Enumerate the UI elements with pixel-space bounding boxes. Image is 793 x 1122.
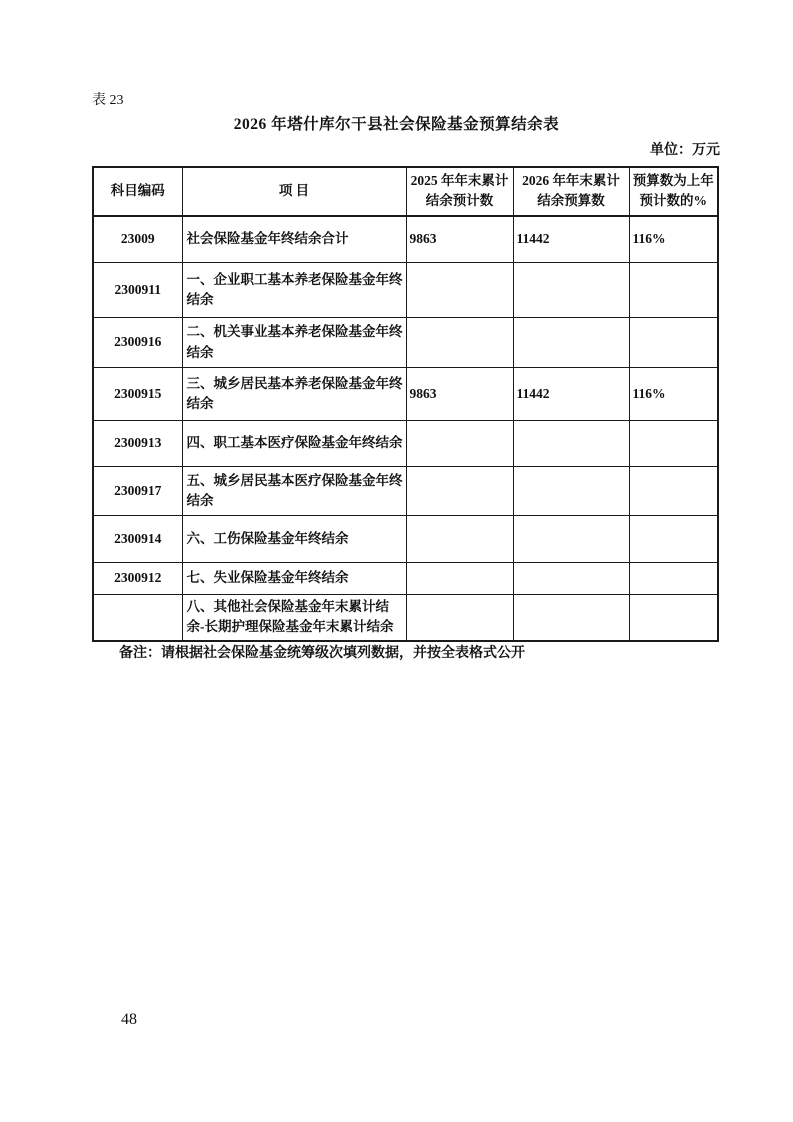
budget-balance-table	[92, 166, 719, 642]
cell-percent-value: 116%	[629, 368, 718, 421]
cell-2026-value	[513, 421, 629, 467]
cell-item: 八、其他社会保险基金年末累计结余-长期护理保险基金年末累计结余	[182, 595, 406, 641]
cell-2026-value: 11442	[513, 216, 629, 263]
unit-label: 单位：万元	[650, 143, 720, 158]
cell-code: 2300914	[93, 516, 182, 563]
cell-percent-value	[629, 516, 718, 563]
cell-percent-value	[629, 467, 718, 516]
header-2025-balance: 2025 年年末累计结余预计数	[406, 167, 513, 216]
cell-item: 一、企业职工基本养老保险基金年终结余	[182, 263, 406, 318]
cell-percent-value	[629, 318, 718, 368]
cell-code	[93, 595, 182, 641]
cell-code: 23009	[93, 216, 182, 263]
cell-2026-value	[513, 467, 629, 516]
header-2026-balance: 2026 年年末累计结余预算数	[513, 167, 629, 216]
cell-item: 五、城乡居民基本医疗保险基金年终结余	[182, 467, 406, 516]
table-row	[93, 563, 718, 595]
cell-percent-value: 116%	[629, 216, 718, 263]
header-percent: 预算数为上年预计数的%	[629, 167, 718, 216]
cell-item: 六、工伤保险基金年终结余	[182, 516, 406, 563]
table-row	[93, 368, 718, 421]
header-item: 项 目	[182, 167, 406, 216]
cell-item: 社会保险基金年终结余合计	[182, 216, 406, 263]
cell-percent-value	[629, 263, 718, 318]
header-subject-code: 科目编码	[93, 167, 182, 216]
table-row	[93, 216, 718, 263]
cell-2025-value	[406, 421, 513, 467]
cell-2026-value	[513, 563, 629, 595]
table-row	[93, 263, 718, 318]
table-row	[93, 467, 718, 516]
cell-code: 2300913	[93, 421, 182, 467]
table-row	[93, 595, 718, 641]
cell-code: 2300917	[93, 467, 182, 516]
cell-2026-value	[513, 318, 629, 368]
page-number: 48	[121, 1011, 137, 1028]
cell-percent-value	[629, 563, 718, 595]
cell-2025-value	[406, 263, 513, 318]
cell-percent-value	[629, 595, 718, 641]
cell-2025-value	[406, 318, 513, 368]
cell-item: 二、机关事业基本养老保险基金年终结余	[182, 318, 406, 368]
cell-code: 2300911	[93, 263, 182, 318]
cell-percent-value	[629, 421, 718, 467]
cell-code: 2300916	[93, 318, 182, 368]
document-title: 2026 年塔什库尔干县社会保险基金预算结余表	[233, 116, 560, 133]
cell-item: 四、职工基本医疗保险基金年终结余	[182, 421, 406, 467]
cell-2026-value	[513, 263, 629, 318]
cell-2026-value: 11442	[513, 368, 629, 421]
table-row	[93, 421, 718, 467]
cell-2025-value: 9863	[406, 368, 513, 421]
cell-item: 七、失业保险基金年终结余	[182, 563, 406, 595]
cell-code: 2300912	[93, 563, 182, 595]
table-row	[93, 318, 718, 368]
cell-2025-value: 9863	[406, 216, 513, 263]
cell-2026-value	[513, 516, 629, 563]
cell-2025-value	[406, 563, 513, 595]
table-number-label: 表 23	[92, 93, 124, 108]
cell-2025-value	[406, 516, 513, 563]
remark-note: 备注：请根据社会保险基金统筹级次填列数据，并按全表格式公开	[119, 646, 525, 661]
cell-code: 2300915	[93, 368, 182, 421]
cell-2025-value	[406, 595, 513, 641]
cell-2026-value	[513, 595, 629, 641]
cell-2025-value	[406, 467, 513, 516]
cell-item: 三、城乡居民基本养老保险基金年终结余	[182, 368, 406, 421]
table-header-row	[93, 167, 718, 216]
table-row	[93, 516, 718, 563]
